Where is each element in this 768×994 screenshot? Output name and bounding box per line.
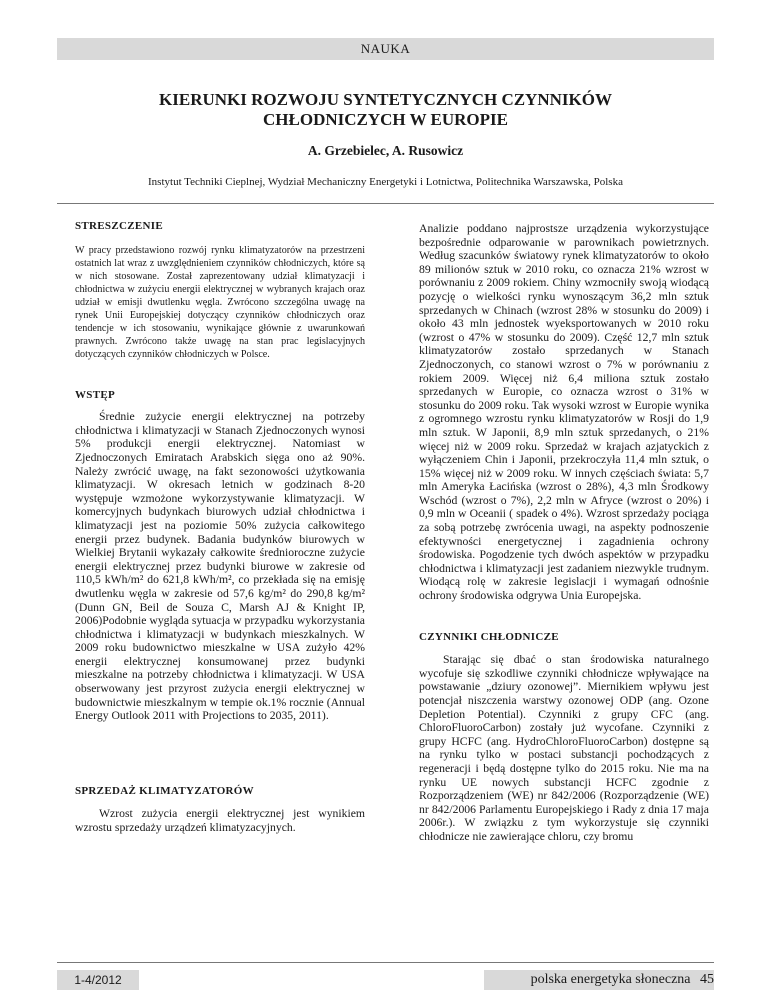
page-number: 45 xyxy=(700,972,714,987)
intro-heading: WSTĘP xyxy=(75,388,116,401)
sales-heading: SPRZEDAŻ KLIMATYZATORÓW xyxy=(75,784,254,797)
issue-number: 1-4/2012 xyxy=(57,970,139,990)
journal-name: polska energetyka słoneczna xyxy=(530,972,691,987)
right-column xyxy=(419,222,709,844)
title-line-2: CHŁODNICZYCH W EUROPIE xyxy=(263,110,508,129)
sales-text: Wzrost zużycia energii elektrycznej jest wynikiem wzrostu sprzedaży urządzeń klimatyzacyjnych. xyxy=(75,807,365,835)
bottom-divider xyxy=(57,962,714,963)
title-line-1: KIERUNKI ROZWOJU SYNTETYCZNYCH CZYNNIKÓW xyxy=(159,90,612,109)
left-column xyxy=(75,220,365,835)
article-title xyxy=(57,90,714,130)
authors: A. Grzebielec, A. Rusowicz xyxy=(307,143,464,158)
intro-text: Średnie zużycie energii elektrycznej na potrzeby chłodnictwa i klimatyzacji w Stanach Zjednoczonych wynosi 5% produkcji energii elektrycznej. Natomiast w Zjednoczonych Emiratach Arabskich sięga ono aż 90%. Należy zwrócić uwagę, na fakt sezonowości użytkowania klimatyzacji. W okresach letnich w godzinach 8-20 występuje wzmożone wykorzystywanie klimatyzacji. W komercyjnych budynkach biurowych udział chłodnictwa i klimatyzacji jest na poziomie 50% zużycia całkowitego energii przez budynek. Badania budynków biurowych w Wielkiej Brytanii wykazały całkowite średnioroczne zużycie energii elektrycznej przez budynki biurowe w zakresie od 110,5 kWh/m² do 621,8 kWh/m², co przekłada się na emisję dwutlenku węgla w zakresie od 57,6 kg/m² do 290,8 kg/m² (Dunn GN, Beil de Souza C, Marsh AJ & Knight IP, 2006)Podobnie wygląda sytuacja w przypadku wykorzystania chłodnictwa i klimatyzacji w budynkach mieszkalnych. W 2009 roku budownictwo mieszkalne w USA zużyło 42% energii elektrycznej konsumowanej przez budynki mieszkalne na potrzeby chłodnictwa i klimatyzacji. W USA obserwowany jest przyrost zużycia energii elektrycznej w budownictwie mieszkalnym w tempie ok.1% rocznie (Annual Energy Outlook 2011 with Projections to 2035, 2011). xyxy=(75,410,365,723)
sales-continued-text: Analizie poddano najprostsze urządzenia wykorzystujące bezpośrednie odparowanie w parownikach powietrznych. Według szacunków światowy rynek klimatyzatorów to około 89 milionów sztuk w 2010 roku, co oznacza 21% wzrost w porównaniu z 2009 rokiem. Chiny wzmocniły swoją wiodącą pozycję o wielkości rynku wynoszącym 36,2 mln sztuk sprzedanych w Chinach (wzrost 28% w stosunku do 2009) i około 43 mln jednostek wyeksportowanych w 2010 roku (wzrost o 47% w stosunku do 2009). Część 12,7 mln sztuk klimatyzatorów zostało sprzedanych w Stanach Zjednoczonych, co stanowi wzrost o 7% w porównaniu z rokiem 2009. Więcej niż 6,4 miliona sztuk zostało sprzedanych w Europie, co oznacza wzrost o 31% w stosunku do 2009 roku. Tak wysoki wzrost w Europie wynika z ogromnego wzrostu rynku klimatyzatorów w Rosji do 1,9 mln sztuk. W Japonii, 8,9 mln sztuk sprzedanych, o 21% więcej niż w 2009 roku. Sprzedaż w krajach azjatyckich z wyłączeniem Chin i Japonii, przekroczyła 11,4 mln sztuk, o 15% więcej niż w 2009 roku. W innych częściach świata: 5,7 mln Ameryka Łacińska (wzrost o 28%), 4,3 mln Środkowy Wschód (wzrost o 7%), 2,2 mln w Afryce (wzrost o 20%) i 0,9 mln w Oceanii ( spadek o 4%). Wzrost sprzedaży pociąga za sobą potrzebę zwrócenia uwagi, na aspekty podnoszenie efektywności energetycznej i zagadnienia ochrony środowiska. Pogodzenie tych dwóch aspektów w przypadku chłodnictwa i klimatyzacji jest zadaniem niezwykle trudnym. Wiodącą rolę w zakresie legislacji i wymagań odnośnie ochrony środowiska odgrywa Unia Europejska. xyxy=(419,222,709,603)
journal-footer xyxy=(484,970,714,990)
affiliation: Instytut Techniki Cieplnej, Wydział Mechaniczny Energetyki i Lotnictwa, Politechnika Warszawska, Polska xyxy=(148,176,623,188)
refrigerants-heading: CZYNNIKI CHŁODNICZE xyxy=(419,630,559,643)
abstract-heading: STRESZCZENIE xyxy=(75,220,163,232)
refrigerants-text: Starając się dbać o stan środowiska naturalnego wycofuje się szkodliwe czynniki chłodnicze wpływające na powstawanie „dziury ozonowej”. Miernikiem wpływu jest potencjał niszczenia warstwy ozonowej ODP (ang. Ozone Depletion Potential). Czynniki z grupy CFC (ang. ChloroFluoroCarbon) zostały już wycofane. Czynniki z grupy HCFC (ang. HydroChloroFluoroCarbon) dostępne są na rynku tylko w postaci substancji pochodzących z regeneracji i będą dostępne tylko do 2015 roku. Nie ma na rynku UE nowych substancji HCFC zgodnie z Rozporządzeniem (WE) nr 842/2006 (Rozporządzenie (WE) nr 842/2006 Parlamentu Europejskiego i Rady z dnia 17 maja 2006r.). W związku z tym wykorzystuje się czynniki chłodnicze nie zawierające chloru, czy bromu xyxy=(419,653,709,843)
abstract-text: W pracy przedstawiono rozwój rynku klimatyzatorów na przestrzeni ostatnich lat wraz z uwzględnieniem czynników chłodniczych, które są w nich stosowane. Został zaprezentowany udział klimatyzacji i chłodnictwa w zużyciu energii elektrycznej w wybranych krajach oraz udział w emisji dwutlenku węgla. Zwrócono szczególna uwagę na rynek Unii Europejskiej dotyczący czynników chłodniczych oraz tendencje w ich stosowaniu, wynikające głównie z uwarunkowań prawnych. Zwrócono także uwagę na stan prac legislacyjnych dotyczących czynników chłodniczych w Polsce. xyxy=(75,244,365,360)
section-header: NAUKA xyxy=(57,38,714,60)
top-divider xyxy=(57,203,714,204)
